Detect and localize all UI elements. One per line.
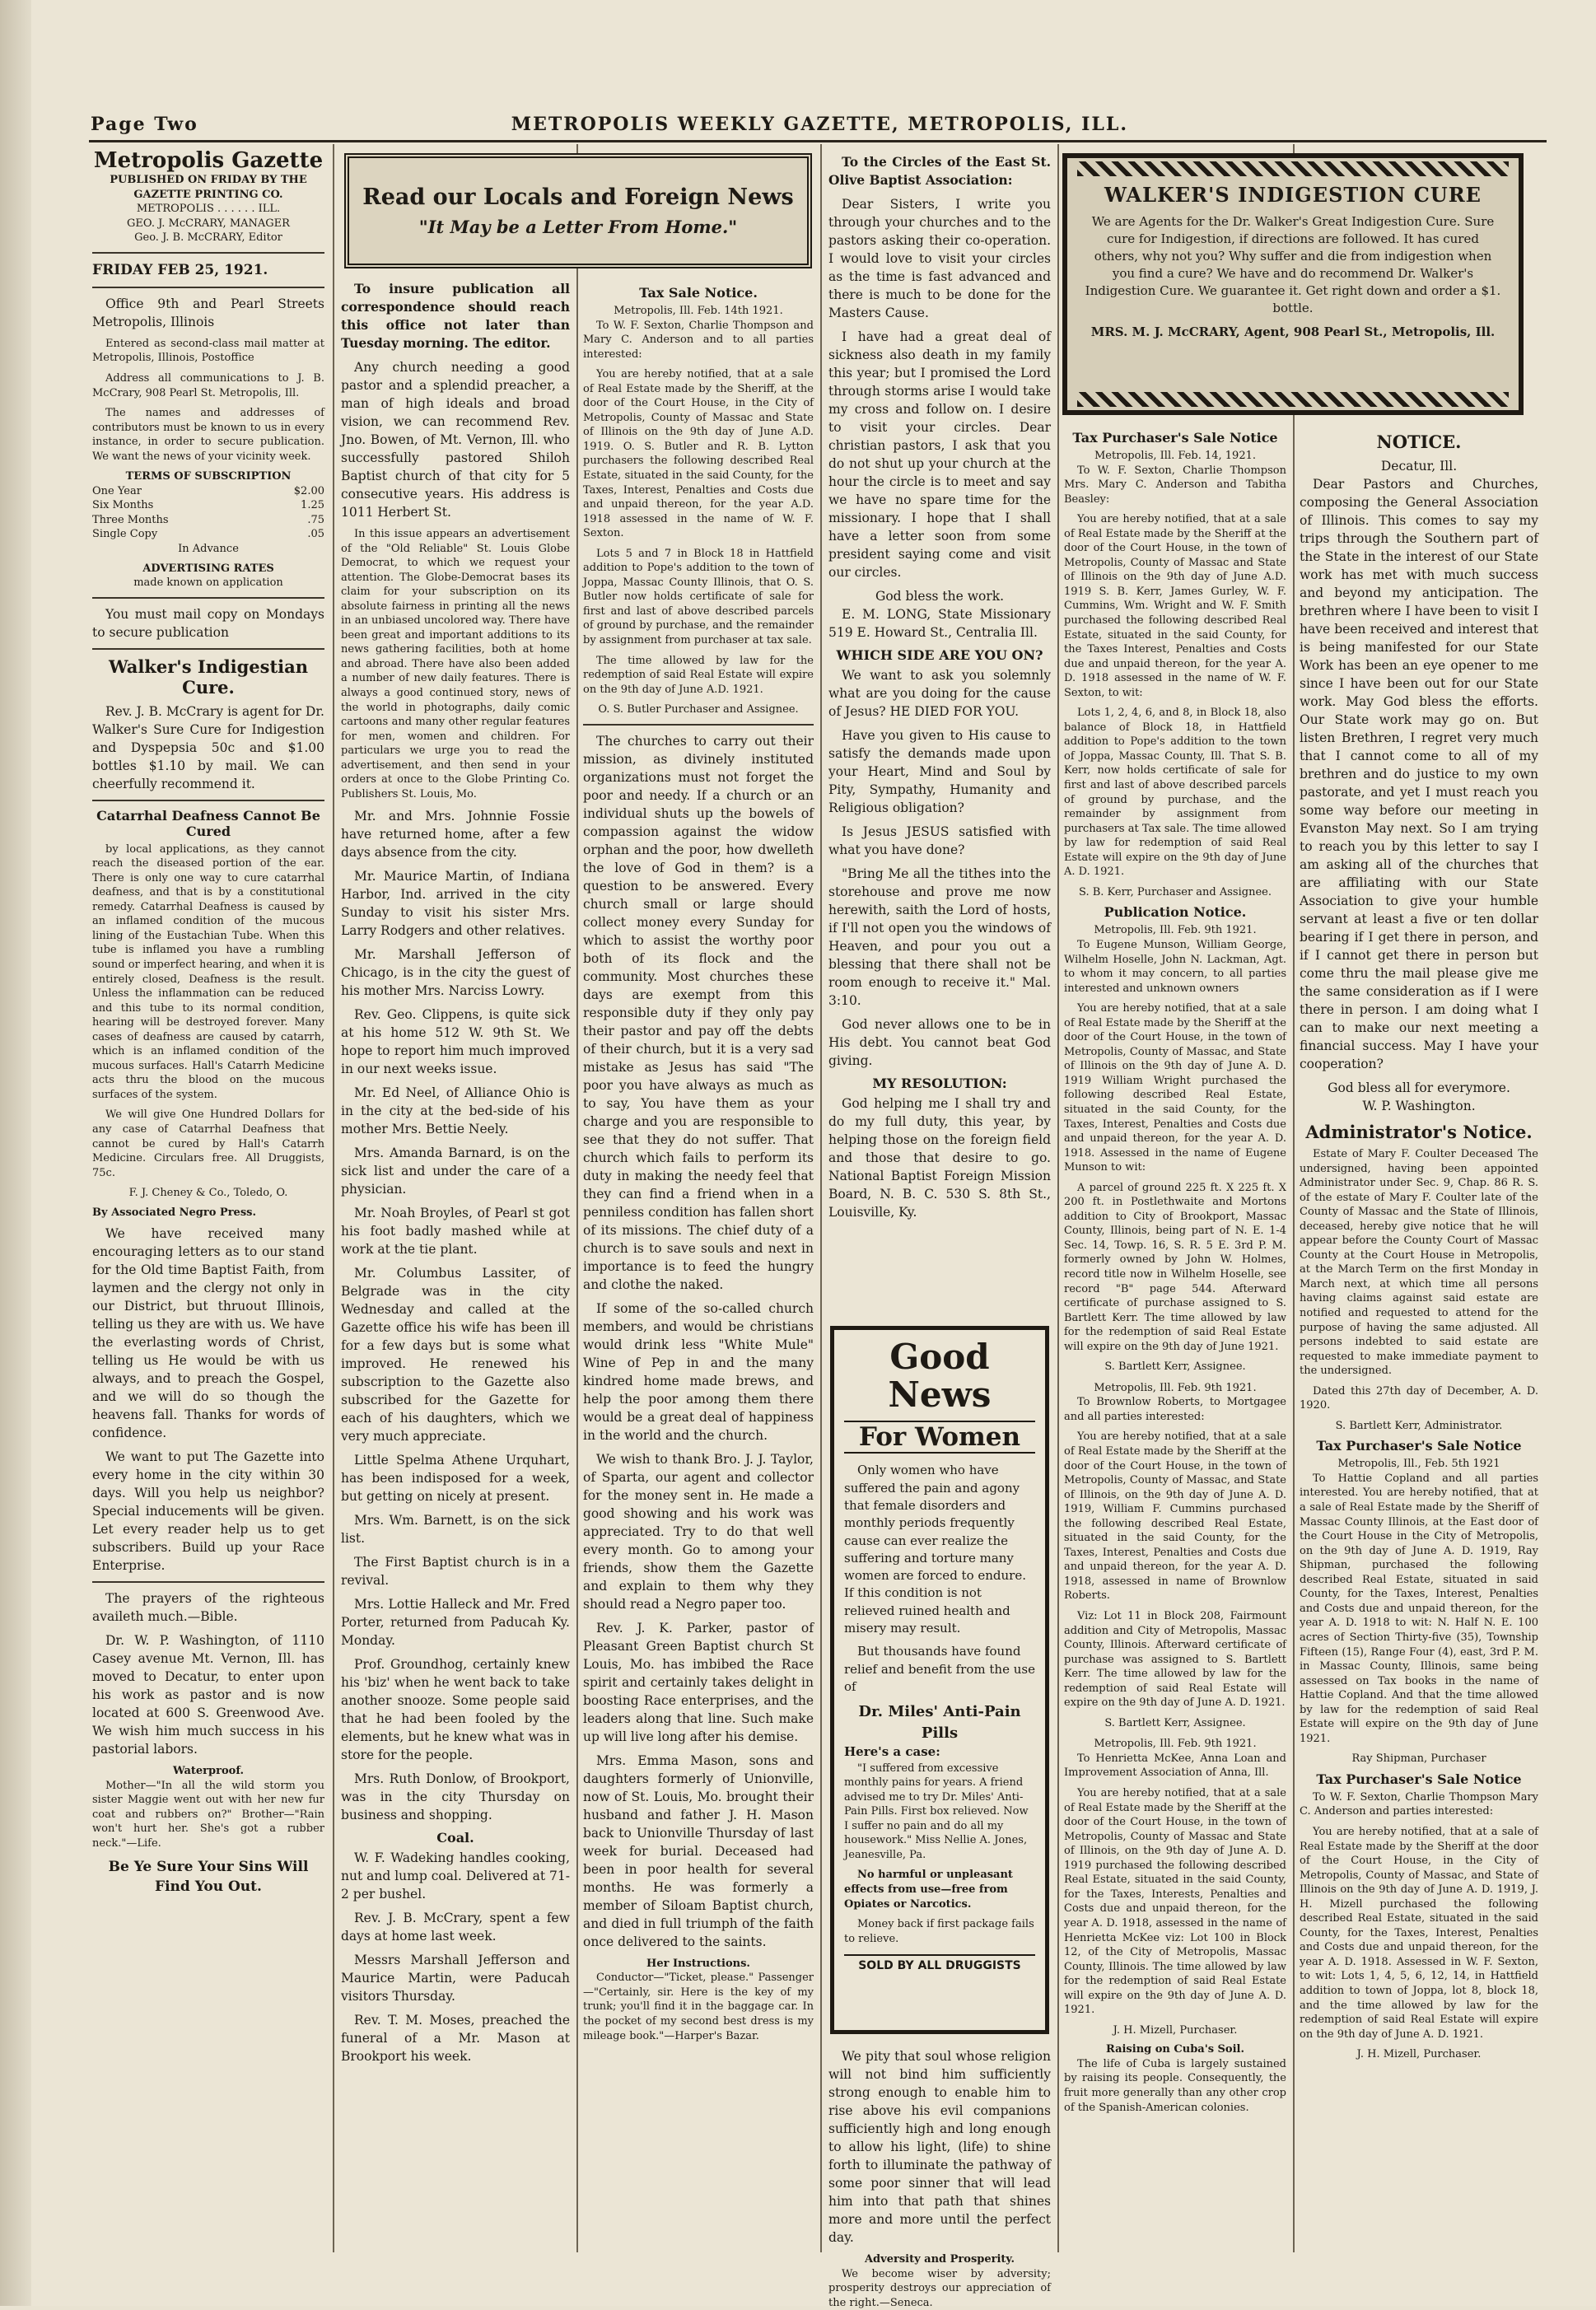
column-divider — [820, 144, 822, 2252]
terms-table — [92, 484, 324, 557]
sickness-text: I have had a great deal of sickness also death in my family this year; but I promised the Lord through storms arise I would take my cross and follow on. I desire to visit your circles. Dear christian pastors, I ask that you do not shut up your church at the hour the circle is to meet and say we have no spare time for the missionary. I hope that I shall have a letter soon from some president saying come and visit our circles. — [828, 329, 1051, 580]
office-line: Office 9th and Pearl Streets Metropolis, Illinois — [92, 296, 324, 329]
so-called-members: If some of the so-called church members, and would be christians would drink less "White Mule" Wine of Pep in and the many kindred home made brews, and help the poor among them there would be a great deal of happiness in the world and the church. — [583, 1300, 814, 1443]
good-news-money-back: Money back if first package fails to relieve. — [844, 1918, 1034, 1945]
cause-text: Have you given to His cause to satisfy the demands made upon your Heart, Mind and Soul by Pity, Sympathy, Humanity and Religious obligation? — [828, 728, 1051, 815]
purchaser-notice-date: Metropolis, Ill. Feb. 14, 1921. — [1094, 450, 1256, 462]
divider — [583, 724, 814, 726]
thanks-taylor: We wish to thank Bro. J. J. Taylor, of Sparta, our agent and collector for the money sent in. He made a good showing and his work was appreciated. Try to do that well every month. Go to among your friends, show them the Gazette and explain to them why they should read a Negro paper too. — [583, 1451, 814, 1612]
good-news-no-harm: No harmful or unpleasant effects from use—free from Opiates or Narcotics. — [844, 1869, 1013, 1911]
publication-notice-title: Publication Notice. — [1104, 904, 1247, 921]
terms-row: Six Months 1.25 — [92, 499, 324, 512]
prayers-quote: The prayers of the righteous availeth much.—Bible. — [92, 1591, 324, 1625]
local-item: Prof. Groundhog, certainly knew his 'biz' when he went back to take another snooze. Some people said that he had been fooled by the elements, but he knew what was in store for the people. — [341, 1657, 570, 1763]
issue-date: FRIDAY FEB 25, 1921. — [92, 261, 268, 278]
long-signature: E. M. LONG, State Missionary 519 E. Howard St., Centralia Ill. — [828, 607, 1051, 640]
waterproof-title: Waterproof. — [173, 1765, 244, 1778]
mckee-date: Metropolis, Ill. Feb. 9th 1921. — [1094, 1738, 1257, 1751]
copland-notice-signature: Ray Shipman, Purchaser — [1351, 1752, 1486, 1766]
masthead-line: METROPOLIS WEEKLY GAZETTE, METROPOLIS, ILL. — [511, 114, 1128, 135]
publication-notice: To insure publication all correspondence should reach this office not later than Tuesday morning. The editor. — [341, 281, 570, 351]
local-item: Mr. Marshall Jefferson of Chicago, is in the city the guest of his mother Mrs. Narciss Lowry. — [341, 947, 570, 999]
last-notice-to: To W. F. Sexton, Charlie Thompson Mary C. Anderson and parties interested: — [1300, 1790, 1538, 1818]
column-2 — [341, 280, 570, 2256]
page-label: Page Two — [91, 114, 198, 135]
column-5 — [1064, 425, 1286, 2253]
divider — [92, 800, 324, 801]
purchaser-notice-signature: S. B. Kerr, Purchaser and Assignee. — [1079, 885, 1272, 898]
notice-title: NOTICE. — [1376, 432, 1462, 452]
tax-sale-title: Tax Sale Notice. — [639, 285, 758, 301]
cuba-text: The life of Cuba is largely sustained by raising its people. Consequently, the fruit more generally than any other crop of the Spanish-American colonies. — [1064, 2057, 1286, 2114]
town-line: METROPOLIS . . . . . . ILL. — [136, 203, 281, 216]
terms-row: Single Copy .05 — [92, 528, 324, 541]
circles-title: To the Circles of the East St. Olive Baptist Association: — [828, 154, 1051, 188]
local-item: Rev. Geo. Clippens, is quite sick at his home 512 W. 9th St. We hope to report him much improved in our next weeks issue. — [341, 1007, 570, 1077]
walker-ad-text: We are Agents for the Dr. Walker's Great Indigestion Cure. Sure cure for Indigestion, if directions are followed. It has cured others, why not you? Why suffer and die from indigestion when you find a cure? We have and do recommend Dr. Walker's Indigestion Cure. We guarantee it. Get right down and order a $1. bottle. — [1085, 214, 1501, 315]
local-item: Little Spelma Athene Urquhart, has been indisposed for a week, but getting on nicely at present. — [341, 1453, 570, 1505]
bless-line: God bless the work. — [875, 589, 1005, 604]
brownlow-lot: Viz: Lot 11 in Block 208, Fairmount addition and City of Metropolis, Massac County, Illinois. Afterward certificate of purchase was assigned to S. Bartlett Kerr. The time allowed by law for the redemption of said Real Estate will expire on the 9th day of June A. D. 1921. — [1064, 1610, 1286, 1710]
good-news-text-1: Only women who have suffered the pain and agony that female disorders and monthly periods frequently cause can ever realize the suffering and torture many women are forced to endure. If this condition is not relieved ruined health and misery may result. — [844, 1463, 1027, 1636]
column-3 — [583, 280, 814, 2256]
tax-sale-to: To W. F. Sexton, Charlie Thompson and Mary C. Anderson and to all parties interested: — [583, 319, 814, 361]
page-fold-shadow — [0, 0, 31, 2306]
local-item: Mr. Columbus Lassiter, of Belgrade was in the city Wednesday and called at the Gazette office his wife has been ill for a few days but is some what improved. He renewed his subscription to the Gazette also subscribed for the Gazette for each of his daughters, which we very much appreciate. — [341, 1266, 570, 1444]
instructions-title: Her Instructions. — [646, 1957, 750, 1970]
associated-press: By Associated Negro Press. — [92, 1206, 256, 1219]
publication-notice-text: You are hereby notified, that at a sale of Real Estate made by the Sheriff at the door of the Court House, in the town of Metropolis, County of Massac, and State of Illinois on the 9th day of June A. D. 1919 William Wright purchased the following described Real Estate, situated in the said County, for the Taxes, Interest, Penalties and Costs due and unpaid thereon, for the year A. D. 1918. Assessed in the name of Eugene Munson to wit: — [1064, 1002, 1286, 1174]
good-news-case-title: Here's a case: — [844, 1744, 940, 1760]
column-4-bottom — [828, 2047, 1051, 2309]
tithes-text: "Bring Me all the tithes into the storehouse and prove me now herewith, saith the Lord of hosts, if I'll not open you the windows of Heaven, and pour you out a blessing that there shall not be room enough to receive it." Mal. 3:10. — [828, 866, 1051, 1008]
column-6 — [1300, 425, 1538, 2253]
publisher-line: PUBLISHED ON FRIDAY BY THE GAZETTE PRINTING CO. — [110, 174, 307, 201]
page-header — [91, 114, 1540, 135]
mckee-to: To Henrietta McKee, Anna Loan and Improvement Association of Anna, Ill. — [1064, 1752, 1286, 1780]
copland-notice-title: Tax Purchaser's Sale Notice — [1316, 1438, 1522, 1454]
header-rule — [89, 140, 1547, 142]
notice-place: Decatur, Ill. — [1380, 459, 1458, 474]
local-item: Rev. J. B. McCrary, spent a few days at home last week. — [341, 1911, 570, 1944]
ad-rates-text: made known on application — [133, 576, 283, 590]
copland-notice-date: Metropolis, Ill., Feb. 5th 1921 — [1337, 1458, 1500, 1471]
circles-text: Dear Sisters, I write you through your churches and to the pastors asking their co-operation. I would love to visit your circles as the time is fast advanced and there is much to be done for the Masters Cause. — [828, 197, 1051, 320]
tax-sale-time: The time allowed by law for the redemption of said Real Estate will expire on the 9th day of June A.D. 1921. — [583, 654, 814, 696]
contributors-note: The names and addresses of contributors must be known to us in every instance, in order to secure publication. We want the news of your vicinity week. — [92, 407, 324, 463]
purchaser-notice-lots: Lots 1, 2, 4, 6, and 8, in Block 18, also balance of Block 18, in Hattfield addition to Pope's addition to the town of Joppa, Massac County, Ill. That S. B. Kerr, now holds certificate of sale for first and last of above described parcels of ground by purchase, and the remainder by assignment from purchasers at Tax sale. The time allowed by law for redemption of said Real Estate will expire on the 9th day of June A. D. 1921. — [1064, 707, 1286, 879]
address-line: Address all communications to J. B. McCrary, 908 Pearl St. Metropolis, Ill. — [92, 371, 324, 399]
divider — [92, 1581, 324, 1583]
local-item: Mr. Noah Broyles, of Pearl st got his foot badly mashed while at work at the tie plant. — [341, 1206, 570, 1258]
catarrh-title: Catarrhal Deafness Cannot Be Cured — [96, 807, 320, 839]
brownlow-date: Metropolis, Ill. Feb. 9th 1921. — [1094, 1381, 1257, 1394]
publication-notice-lot: A parcel of ground 225 ft. X 225 ft. X 200 ft. in Postlethwaite and Mortons addition to City of Brookport, Massac County, Illinois, being part of N. E. 1-4 Sec. 14, Towp. 16, S. R. 5 E. 3rd P. M. formerly owned by John W. Holmes, record title now in Wilhelm Hoselle, see record "B" page 544. Afterward certificate of purchase assigned to S. Bartlett Kerr. The time allowed by law for the redemption of said Real Estate will expire on the 9th day of June 1921. — [1064, 1181, 1286, 1353]
walker-cure-ad — [1062, 153, 1524, 415]
notice-bless: God bless all for everymore. — [1328, 1080, 1510, 1095]
walker-ad-title: WALKER'S INDIGESTION CURE — [1104, 183, 1482, 207]
publication-notice-to: To Eugene Munson, William George, Wilhelm Hoselle, John N. Lackman, Agt. to whom it may concern, to all parties interested and unknown owners — [1064, 938, 1286, 995]
ad-rates-title: ADVERTISING RATES — [142, 562, 274, 575]
local-item: Mrs. Ruth Donlow, of Brookport, was in the city Thursday on business and shopping. — [341, 1771, 570, 1823]
washington-moved: Dr. W. P. Washington, of 1110 Casey avenue Mt. Vernon, Ill. has moved to Decatur, to enter upon his work as pastor and is now located at 600 S. Greenwood Ave. We wish him much success in his pastorial labors. — [92, 1633, 324, 1757]
sins-line: Be Ye Sure Your Sins Will Find You Out. — [108, 1858, 309, 1895]
catarrh-signature: F. J. Cheney & Co., Toledo, O. — [128, 1187, 288, 1200]
pity-text: We pity that soul whose religion will not bind him sufficiently strong enough to enable him to rise above his evil companions sufficiently high and long enough to allow his light, (life) to shine forth to illuminate the pathway of some poor sinner that will lead him into that path that shines more and more until the perfect day. — [828, 2049, 1051, 2245]
copland-notice-text: To Hattie Copland and all parties interested. You are hereby notified, that at a sale of Real Estate made by the Sheriff of Massac County Illinois, at the East door of the Court House in the City of Metropolis, on the 9th day of June A. D. 1919, Ray Shipman, purchased the following described Real Estate, situated in said County, for the Taxes, Interest, Penalties and Costs due and unpaid thereon, for the year A. D. 1918 to wit: N. Half N. E. 100 acres of Section Thirty-five (35), Township Fifteen (15), Range Four (4), east, 3rd P. M. in Massac County, Illinois, same being assessed on Tax books in the name of Hattie Copland. And that the time allowed by law for the redemption of said Real Estate will expire on the 9th day of June 1921. — [1300, 1472, 1538, 1745]
purchaser-notice-title: Tax Purchaser's Sale Notice — [1072, 430, 1278, 446]
local-item: Messrs Marshall Jefferson and Maurice Martin, were Paducah visitors Thursday. — [341, 1953, 570, 2004]
last-notice-signature: J. H. Mizell, Purchaser. — [1356, 2048, 1482, 2061]
locals-banner — [344, 153, 812, 268]
notice-text: Dear Pastors and Churches, composing the General Association of Illinois. This comes to say my trips through the Southern part of the State in the interest of our State work has met with much success and beyond my anticipation. The brethren where I have been to visit I have been received and interest that is being manifested for our State Work has been an eye opener to me since I have been out for our State work. May God bless the efforts. Our State work may go on. But listen Brethren, I regret very much that I cannot come to all of my brethren and do justice to my own pastorate, and yet I must reach you some way before our meeting in Evanston May next. So I am trying to reach you by this letter to say I am asking all of the churches that are affiliating with our State Association to give your humble servant at least a five or ten dollar bearing if I get there in person, and if I cannot get there in person but come thru the mail please give me the same consideration as if I were there in person. I am doing what I can to make our next meeting a financial success. May I have your cooperation? — [1300, 477, 1538, 1071]
last-notice-text: You are hereby notified, that at a sale of Real Estate made by the Sheriff at the door of the Court House, in the City of Metropolis, County of Massac, and State of Illinois on the 9th day of June A. D. 1919, J. H. Mizell purchased the following described Real Estate, situated in the said County, for the Taxes, Interest, Penalties and Costs due and unpaid thereon, for the year A. D. 1918. Assessed in W. F. Sexton, to wit: Lots 1, 4, 5, 6, 12, 14, in Hattfield addition to town of Joppa, lot 8, block 18, and the time allowed by law for the redemption of said Real Estate will expire on the 9th day of June A. D. 1921. — [1300, 1825, 1538, 2041]
column-1 — [92, 148, 324, 2256]
globe-democrat-note: In this issue appears an advertisement of the "Old Reliable" St. Louis Globe Democrat, to which we request your attention. The Globe-Democrat bases its claim for your subscription on its absolute fairness in printing all the news in an unbiased uncolored way. There have been great and important additions to its news gathering facilities, both at home and abroad. There have also been added a number of new daily features. There is always a good continued story, news of the world in photographs, daily comic cartoons and many other regular features for men, women and children. For particulars we urge you to read the advertisement, and then send in your orders at once to the Globe Printing Co. Publishers St. Louis, Mo. — [341, 528, 570, 800]
publication-notice-signature: S. Bartlett Kerr, Assignee. — [1104, 1360, 1246, 1374]
mail-copy-note: You must mail copy on Mondays to secure publication — [92, 606, 324, 640]
good-news-title: Good News — [888, 1337, 992, 1416]
walker-ad-agent: MRS. M. J. McCRARY, Agent, 908 Pearl St., Metropolis, Ill. — [1090, 324, 1496, 339]
church-recommendation: Any church needing a good pastor and a splendid preacher, a man of high ideals and broad vision, we can recommend Rev. Jno. Bowen, of Mt. Vernon, Ill. who successfully pastored Shiloh Baptist church of that city for 5 consecutive years. His address is 1011 Herbert St. — [341, 360, 570, 520]
purchaser-notice-text: You are hereby notified, that at a sale of Real Estate made by the Sheriff at the door of the Court House, in the town of Metropolis, County of Massac and State of Illinois on the 9th day of June A.D. 1919 S. B. Kerr, James Gurley, W. F. Cummins, Wm. Wright and W. F. Smith purchased the following described Real Estate, situated in the said County, for the Taxes Interest, Penalties and Costs due and unpaid thereon, for the year A. D. 1918 assessed in the name of W. F. Sexton, to wit: — [1064, 513, 1286, 699]
divider — [92, 648, 324, 650]
waterproof-text: Mother—"In all the wild storm you sister Maggie went out with her new fur coat and rubbers on?" Brother—"Rain won't hurt her. She's got a rubber neck."—Life. — [92, 1779, 324, 1850]
column-divider — [1057, 144, 1059, 2252]
editor-line: Geo. J. B. McCRARY, Editor — [134, 231, 282, 245]
good-news-ad — [830, 1326, 1049, 2034]
encouragement-text: We have received many encouraging letters as to our stand for the Old time Baptist Faith, from laymen and the clergy not only in our District, but thruout Illinois, telling us they are with us. We have the everlasting words of Christ, telling us He would be with us always, and to preach the Gospel, and we will do so though the heavens fall. Thanks for words of confidence. — [92, 1226, 324, 1441]
mason-obituary: Mrs. Emma Mason, sons and daughters formerly of Unionville, now of St. Louis, Mo. brought their husband and father J. H. Mason back to Unionville Thursday of last week for burial. Deceased had been in poor health for several months. He was formerly a member of Siloam Baptist church, and died in full triumph of the faith once delivered to the saints. — [583, 1752, 814, 1949]
terms-row: One Year $2.00 — [92, 484, 324, 497]
cuba-title: Raising on Cuba's Soil. — [1105, 2043, 1245, 2056]
publication-notice-date: Metropolis, Ill. Feb. 9th 1921. — [1094, 924, 1257, 937]
instructions-text: Conductor—"Ticket, please." Passenger—"Certainly, sir. Here is the key of my trunk; you'll find it in the baggage car. In the pocket of my second best dress is my mileage book."—Harper's Bazar. — [583, 1972, 814, 2042]
brownlow-text: You are hereby notified, that at a sale of Real Estate made by the Sheriff at the door of the Court House, in the town of Metropolis, County of Massac, and State of Illinois, on the 9th day of June A. D. 1919, William F. Cummins purchased the following described Real Estate, situated in the said County, for the Taxes, Interest, Penalties and Costs due and unpaid thereon, for the year A. D. 1918, assessed in name of Brownlow Roberts. — [1064, 1430, 1286, 1603]
local-item: Rev. T. M. Moses, preached the funeral of a Mr. Mason at Brookport his week. — [341, 2013, 570, 2065]
local-item: Mrs. Wm. Barnett, is on the sick list. — [341, 1513, 570, 1547]
good-news-product: Dr. Miles' Anti-Pain Pills — [858, 1703, 1021, 1742]
walker-cure-text: Rev. J. B. McCrary is agent for Dr. Walker's Sure Cure for Indigestion and Dyspepsia 50c and $1.00 bottles $1.10 by mail. We can cheerfully recommend it. — [92, 703, 324, 791]
paper-name: Metropolis Gazette — [93, 148, 324, 173]
column-divider — [576, 144, 578, 2252]
parker-note: Rev. J. K. Parker, pastor of Pleasant Green Baptist church St Louis, Mo. has imbibed the Race spirit and certainly takes delight in boosting Race enterprises, and the leaders along that line. Such make up will live long after his demise. — [583, 1620, 814, 1744]
tax-sale-text: You are hereby notified, that at a sale of Real Estate made by the Sheriff, at the door of the Court House, in the City of Metropolis, County of Massac and State of Illinois on the 9th day of June A.D. 1919. O. S. Butler and R. B. Lytton purchasers the following described Real Estate, situated in the said County, for the Taxes, Interest, Penalties and Costs due and unpaid thereon, for the year A.D. 1918 assessed in the name of W. F. Sexton. — [583, 368, 814, 540]
column-divider — [333, 144, 334, 2252]
banner-line-2: "It May be a Letter From Home." — [418, 217, 738, 237]
good-news-footer: SOLD BY ALL DRUGGISTS — [844, 1954, 1035, 1972]
zigzag-border — [1077, 161, 1509, 176]
local-item: The First Baptist church is in a revival. — [341, 1555, 570, 1589]
good-news-subtitle: For Women — [844, 1421, 1035, 1454]
adversity-title: Adversity and Prosperity. — [864, 2253, 1015, 2266]
mckee-text: You are hereby notified, that at a sale of Real Estate made by the Sheriff at the door of the Court House, in the town of Metropolis, County of Massac and State of Illinois, on the 9th day of June A. D. 1919 purchased the following described Real Estate, situated in the said County, for the Taxes, Interests, Penalties and Costs due and unpaid thereon, for the year A. D. 1918, assessed in the name of Henrietta McKee viz: Lot 100 in Block 12, of the City of Metropolis, Massac County, Illinois. The time allowed by law for the redemption of said Real Estate will expire on the 9th day of June A. D. 1921. — [1064, 1787, 1286, 2017]
local-item: Mrs. Lottie Halleck and Mr. Fred Porter, returned from Paducah Ky. Monday. — [341, 1597, 570, 1649]
local-item: Mr. and Mrs. Johnnie Fossie have returned home, after a few days absence from the city. — [341, 809, 570, 861]
terms-row: Three Months .75 — [92, 513, 324, 526]
tax-sale-date: Metropolis, Ill. Feb. 14th 1921. — [614, 305, 783, 317]
churches-mission: The churches to carry out their mission, as divinely instituted organizations must not forget the poor and needy. If a church or an individual shuts up the bowels of compassion against the widow orphan and the poor, how dwelleth the love of God in them? is a question to be answered. Every church small or large should collect money every Sunday for which to assist the worthy poor both of its flock and the community. Most churches these days are exempt from this responsible duty if they only pay their pastor and pay off the debts of their church, but it is a very sad mistake as Jesus has said "The poor you have always as much as to say, You have them as your charge and you are responsible to see that they do not suffer. That church which fails to perform its duty in making the needy feel that they can find a friend when in a penniless condition has fallen short of its missions. The chief duty of a church is to save souls and next in importance is to feed the hungry and clothe the naked. — [583, 733, 814, 1292]
good-news-text-2: But thousands have found relief and benefit from the use of — [844, 1644, 1035, 1694]
coal-title: Coal. — [436, 1830, 474, 1846]
subscribers-appeal: We want to put The Gazette into every home in the city within 30 days. Will you help us neighbor? Special inducements will be given. Let every reader help us to get subscribers. Build up your Race Enterprise. — [92, 1449, 324, 1574]
mckee-signature: J. H. Mizell, Purchaser. — [1113, 2023, 1238, 2037]
administrator-title: Administrator's Notice. — [1305, 1122, 1533, 1142]
purchaser-notice-to: To W. F. Sexton, Charlie Thompson Mrs. Mary C. Anderson and Tabitha Beasley: — [1064, 464, 1286, 506]
brownlow-to: To Brownlow Roberts, to Mortgagee and all parties interested: — [1064, 1396, 1286, 1423]
local-item: Mr. Maurice Martin, of Indiana Harbor, Ind. arrived in the city Sunday to visit his sister Mrs. Larry Rodgers and other relatives. — [341, 869, 570, 939]
banner-line-1: Read our Locals and Foreign News — [362, 184, 794, 210]
administrator-text: Estate of Mary F. Coulter Deceased The undersigned, having been appointed Administrator under Sec. 9, Chap. 86 R. S. of the estate of Mary F. Coulter late of the County of Massac and the State of Illinois, deceased, hereby give notice that he will appear before the County Court of Massac County at the Court House in Metropolis, at the March Term on the first Monday in March next, at which time all persons having claims against said estate are notified and requested to attend for the purpose of having the same adjusted. All persons indebted to said estate are requested to make immediate payment to the undersigned. — [1300, 1148, 1538, 1378]
last-notice-title: Tax Purchaser's Sale Notice — [1316, 1771, 1522, 1787]
terms-title: TERMS OF SUBSCRIPTION — [125, 470, 292, 483]
column-divider — [1293, 144, 1295, 2252]
zigzag-border — [1077, 392, 1509, 407]
which-side-title: WHICH SIDE ARE YOU ON? — [836, 647, 1043, 663]
brownlow-signature: S. Bartlett Kerr, Assignee. — [1104, 1716, 1246, 1729]
notice-signature: W. P. Washington. — [1362, 1099, 1476, 1113]
tax-sale-lots: Lots 5 and 7 in Block 18 in Hattfield addition to Pope's addition to the town of Joppa, Massac County Illinois, that O. S. Butler now holds certificate of sale for first and last of above described parcels of ground by purchase, and the remainder by assignment from purchaser at tax sale. — [583, 547, 814, 647]
local-item: Mr. Ed Neel, of Alliance Ohio is in the city at the bed-side of his mother Mrs. Bettie Neely. — [341, 1085, 570, 1137]
which-side-text: We want to ask you solemnly what are you doing for the cause of Jesus? HE DIED FOR YOU. — [828, 668, 1051, 719]
terms-advance: In Advance — [178, 542, 239, 555]
adversity-text: We become wiser by adversity; prosperity destroys our appreciation of the right.—Seneca. — [828, 2267, 1051, 2309]
jesus-text: Is Jesus JESUS satisfied with what you have done? — [828, 824, 1051, 857]
divider — [92, 287, 324, 288]
divider — [92, 597, 324, 599]
column-4 — [828, 153, 1051, 1314]
divider — [92, 252, 324, 254]
tax-sale-signature: O. S. Butler Purchaser and Assignee. — [598, 703, 799, 716]
local-item: Mrs. Amanda Barnard, is on the sick list and under the care of a physician. — [341, 1146, 570, 1197]
debt-text: God never allows one to be in His debt. You cannot beat God giving. — [828, 1017, 1051, 1068]
walker-cure-title: Walker's Indigestian Cure. — [108, 656, 309, 698]
resolution-title: MY RESOLUTION: — [872, 1076, 1007, 1091]
resolution-text: God helping me I shall try and do my full duty, this year, by helping those on the foreign field and those that desire to go. National Baptist Foreign Mission Board, N. B. C. 530 S. 8th St., Louisville, Ky. — [828, 1096, 1051, 1220]
catarrh-text: by local applications, as they cannot reach the diseased portion of the ear. There is only one way to cure catarrhal deafness, and that is by a constitutional remedy. Catarrhal Deafness is caused by an inflamed condition of the mucous lining of the Eustachian Tube. When this tube is inflamed you have a rumbling sound or imperfect hearing, and when it is entirely closed, Deafness is the result. Unless the inflammation can be reduced and this tube to its normal condition, hearing will be destroyed forever. Many cases of deafness are caused by catarrh, which is an inflamed condition of the mucous surfaces. Hall's Catarrh Medicine acts thru the blood on the mucous surfaces of the system. — [92, 842, 324, 1101]
entered-line: Entered as second-class mail matter at Metropolis, Illinois, Postoffice — [92, 337, 324, 365]
administrator-dated: Dated this 27th day of December, A. D. 1920. — [1300, 1384, 1538, 1412]
good-news-case-text: "I suffered from excessive monthly pains for years. A friend advised me to try Dr. Miles' Anti-Pain Pills. First box relieved. Now I suffer no pain and do all my housework." Miss Nellie A. Jones, Jeanesville, Pa. — [844, 1762, 1029, 1861]
coal-text: W. F. Wadeking handles cooking, nut and lump coal. Delivered at 71-2 per bushel. — [341, 1850, 570, 1902]
manager-line: GEO. J. McCRARY, MANAGER — [127, 217, 290, 230]
administrator-signature: S. Bartlett Kerr, Administrator. — [1335, 1419, 1503, 1432]
catarrh-offer: We will give One Hundred Dollars for any case of Catarrhal Deafness that cannot be cured by Hall's Catarrh Medicine. Circulars free. All Druggists, 75c. — [92, 1108, 324, 1179]
